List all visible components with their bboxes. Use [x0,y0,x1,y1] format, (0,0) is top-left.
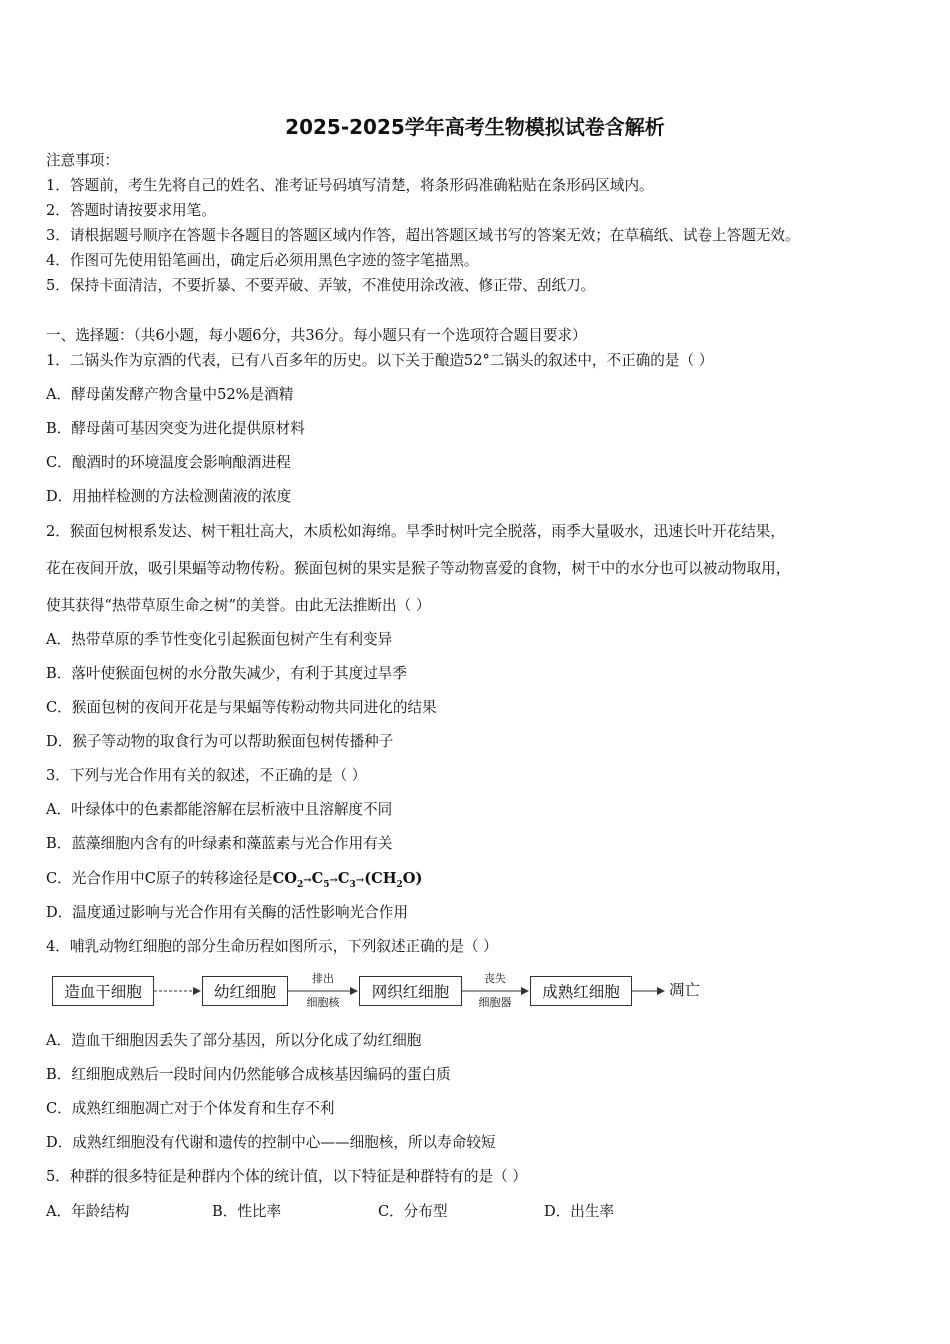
question-2-option-d: D．猴子等动物的取食行为可以帮助猴面包树传播种子 [46,733,394,750]
notice-item: 5．保持卡面清洁，不要折暴、不要弄破、弄皱，不准使用涂改液、修正带、刮纸刀。 [46,277,596,294]
question-2-stem-line: 2．猴面包树根系发达、树干粗壮高大，木质松如海绵。旱季时树叶完全脱落，雨季大量吸水，迅速长叶开花结果， [46,523,785,540]
question-3-stem: 3．下列与光合作用有关的叙述，不正确的是（ ） [46,767,367,784]
question-2-stem-line: 使其获得“热带草原生命之树”的美誉。由此无法推断出（ ） [46,597,431,614]
stage-hematopoietic-stem-cell: 造血干细胞 [52,976,154,1006]
arrow-2-label-top: 排出 [312,972,334,985]
section-heading: 一、选择题：（共6小题，每小题6分，共36分。每小题只有一个选项符合题目要求） [46,327,587,344]
question-4-option-a: A．造血干细胞因丢失了部分基因，所以分化成了幼红细胞 [46,1032,422,1049]
question-3-option-a: A．叶绿体中的色素都能溶解在层析液中且溶解度不同 [46,801,393,818]
question-1-option-a: A．酵母菌发酵产物含量中52%是酒精 [46,386,294,403]
stage-mature-red-blood-cell: 成熟红细胞 [530,976,632,1006]
notice-heading: 注意事项： [46,152,119,169]
question-4-stem: 4．哺乳动物红细胞的部分生命历程如图所示，下列叙述正确的是（ ） [46,938,498,955]
page-title: 2025-2025学年高考生物模拟试卷含解析 [285,115,665,139]
arrow-3-label-bottom: 细胞器 [478,996,512,1009]
question-5-option-d: D．出生率 [544,1203,615,1220]
question-3-option-c [46,869,422,895]
question-3-option-b: B．蓝藻细胞内含有的叶绿素和藻蓝素与光合作用有关 [46,835,393,852]
red-blood-cell-lifecycle-diagram [52,968,732,1014]
question-4-option-b: B．红细胞成熟后一段时间内仍然能够合成核基因编码的蛋白质 [46,1066,451,1083]
notice-item: 1．答题前，考生先将自己的姓名、准考证号码填写清楚，将条形码准确粘贴在条形码区域内。 [46,177,654,194]
stage-erythroblast: 幼红细胞 [202,976,288,1006]
question-5-option-b: B．性比率 [212,1203,282,1220]
question-5-option-c: C．分布型 [378,1203,448,1220]
stage-reticulocyte: 网织红细胞 [359,976,462,1006]
question-1-option-c: C．酿酒时的环境温度会影响酿酒进程 [46,454,291,471]
question-5-stem: 5．种群的很多特征是种群内个体的统计值，以下特征是种群特有的是（ ） [46,1168,527,1185]
notice-item: 4．作图可先使用铅笔画出，确定后必须用黑色字迹的签字笔描黑。 [46,252,479,269]
question-2-option-b: B．落叶使猴面包树的水分散失减少，有利于其度过旱季 [46,665,407,682]
notice-item: 3．请根据题号顺序在答题卡各题目的答题区域内作答，超出答题区域书写的答案无效；在草稿纸、试卷上答题无效。 [46,227,800,244]
arrow-2-label-bottom: 细胞核 [306,996,340,1009]
notice-item: 2．答题时请按要求用笔。 [46,202,216,219]
question-1-option-d: D．用抽样检测的方法检测菌液的浓度 [46,488,292,505]
stage-apoptosis: 凋亡 [669,981,701,999]
arrow-3-label-top: 丧失 [484,972,506,985]
question-2-stem-line: 花在夜间开放，吸引果蝠等动物传粉。猴面包树的果实是猴子等动物喜爱的食物，树干中的水分也可以被动物取用， [46,560,791,577]
question-2-option-a: A．热带草原的季节性变化引起猴面包树产生有利变异 [46,631,393,648]
question-2-option-c: C．猴面包树的夜间开花是与果蝠等传粉动物共同进化的结果 [46,699,437,716]
question-5-option-a: A．年龄结构 [46,1203,130,1220]
carbon-pathway-formula: $CO_2\to C_5\to C_3\to(CH_2O)$ [272,870,423,890]
question-4-option-d: D．成熟红细胞没有代谢和遗传的控制中心——细胞核，所以寿命较短 [46,1134,496,1151]
question-1-stem: 1．二锅头作为京酒的代表，已有八百多年的历史。以下关于酿造52°二锅头的叙述中，不正确的是（ ） [46,352,714,369]
question-1-option-b: B．酵母菌可基因突变为进化提供原材料 [46,420,305,437]
option-c-text: C．光合作用中C原子的转移途径是 [46,870,273,887]
question-3-option-d: D．温度通过影响与光合作用有关酶的活性影响光合作用 [46,904,408,921]
question-5-options [46,1202,710,1222]
question-4-option-c: C．成熟红细胞凋亡对于个体发育和生存不利 [46,1100,335,1117]
